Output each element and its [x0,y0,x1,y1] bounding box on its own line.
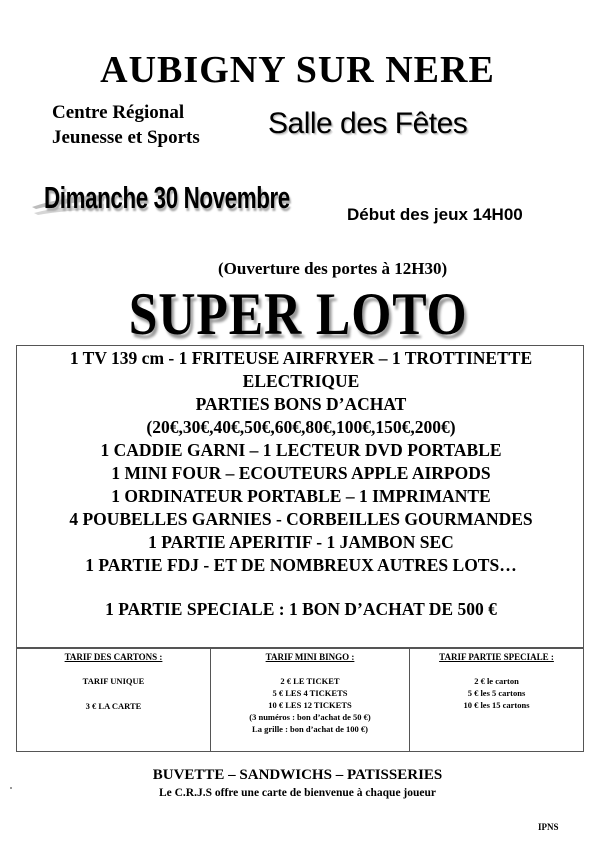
prize-line: 1 ORDINATEUR PORTABLE – 1 IMPRIMANTE [111,486,491,506]
prize-line: 4 POUBELLES GARNIES - CORBEILLES GOURMANDES [69,509,533,529]
prize-line: PARTIES BONS D’ACHAT [195,394,407,414]
prize-line: 1 TV 139 cm - 1 FRITEUSE AIRFRYER – 1 TROTTINETTE [69,348,533,368]
organizer [52,100,200,150]
special-prize-line: 1 PARTIE SPECIALE : 1 BON D’ACHAT DE 500 € [105,599,497,619]
tariff-item: 10 € les 15 cartons [463,700,530,710]
city-title: AUBIGNY SUR NERE [100,49,495,91]
tariff-item: La grille : bon d’achat de 100 €) [252,724,368,734]
doors-open: (Ouverture des portes à 12H30) [218,259,448,278]
tariff-item: 5 € LES 4 TICKETS [272,688,348,698]
tariff-item: (3 numéros : bon d’achat de 50 €) [249,712,371,722]
tariff-special-column [410,649,583,751]
tariff-table [16,648,584,752]
prize-line: 1 MINI FOUR – ECOUTEURS APPLE AIRPODS [111,463,491,483]
prize-line: (20€,30€,40€,50€,60€,80€,100€,150€,200€) [146,417,456,437]
event-date: Dimanche 30 Novembre [44,180,290,215]
tariff-item: 10 € LES 12 TICKETS [268,700,352,710]
printer-mark: IPNS [538,822,559,832]
tariff-mini-bingo-column [210,649,410,751]
tariff-item: 2 € LE TICKET [280,676,340,686]
tariff-item: 2 € le carton [474,676,519,686]
venue: Salle des Fêtes [268,107,468,140]
tariff-special-heading: TARIF PARTIE SPECIALE : [439,652,554,662]
tariff-mini-bingo-heading: TARIF MINI BINGO : [265,652,355,662]
prize-list-box [16,345,584,648]
event-title: SUPER LOTO [128,281,468,347]
tariff-item: 3 € LA CARTE [85,701,142,711]
tariff-item: TARIF UNIQUE [82,676,145,686]
tariff-cartons-heading: TARIF DES CARTONS : [64,652,163,662]
start-time: Début des jeux 14H00 [347,205,523,224]
tariff-cartons-column [17,649,210,751]
prize-line: 1 PARTIE FDJ - ET DE NOMBREUX AUTRES LOTS… [85,555,517,575]
organizer-line-1: Centre Régional [52,102,185,123]
prize-line: ELECTRIQUE [242,371,360,391]
stray-dot [10,787,12,789]
organizer-line-2: Jeunesse et Sports [52,127,200,148]
prize-line: 1 PARTIE APERITIF - 1 JAMBON SEC [148,532,454,552]
tariff-item: 5 € les 5 cartons [467,688,526,698]
prize-line: 1 CADDIE GARNI – 1 LECTEUR DVD PORTABLE [100,440,502,460]
refreshments: BUVETTE – SANDWICHS – PATISSERIES [152,767,443,783]
welcome-note: Le C.R.J.S offre une carte de bienvenue à chaque joueur [158,787,437,799]
